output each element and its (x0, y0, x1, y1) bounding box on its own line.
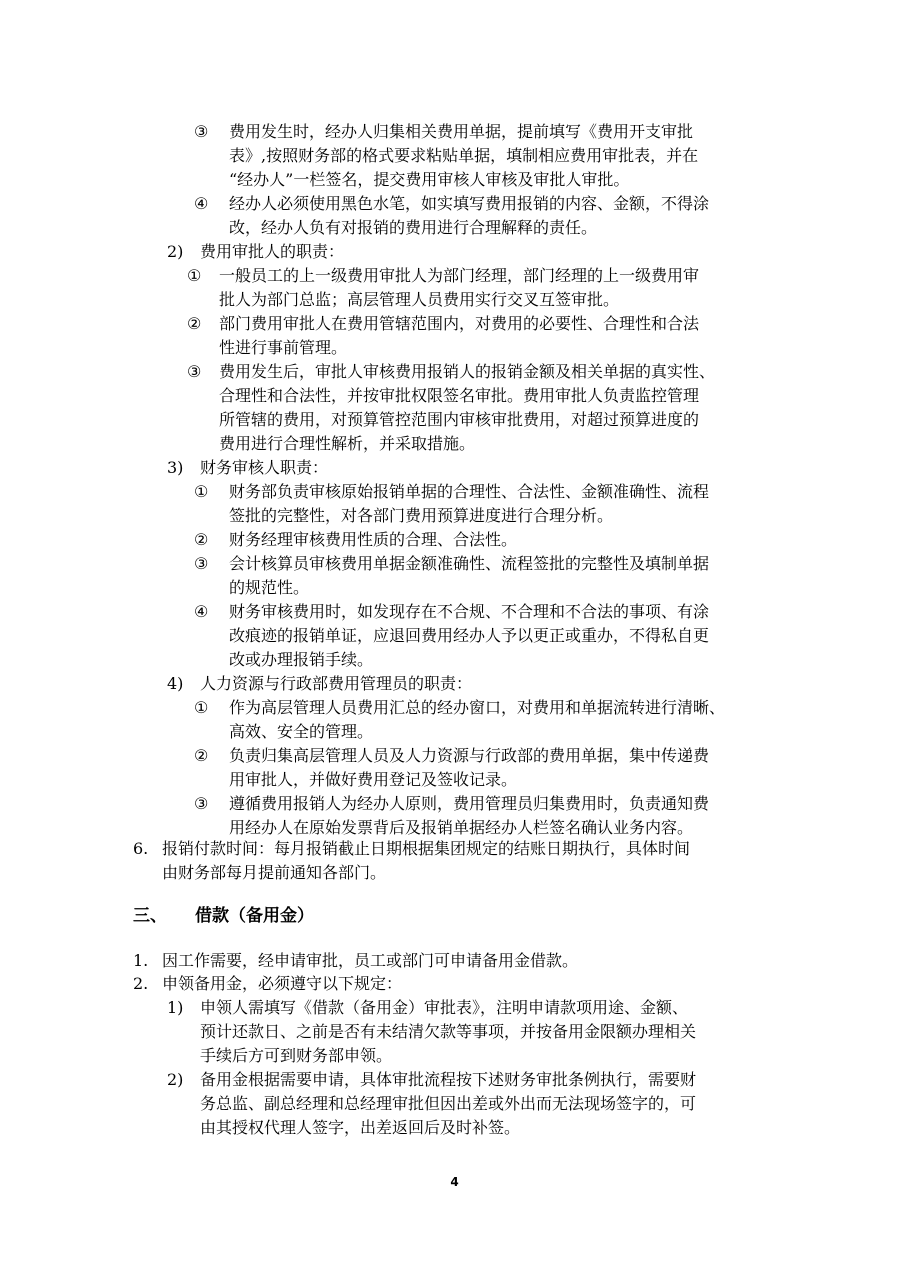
text-line: 负责归集高层管理人员及人力资源与行政部的费用单据，集中传递费 (229, 746, 710, 765)
section-number: 三、 (133, 906, 167, 926)
text-line: 签批的完整性，对各部门费用预算进度进行合理分析。 (229, 506, 614, 525)
text-line: 由其授权代理人签字，出差返回后及时补签。 (200, 1118, 521, 1137)
text-line: 改痕迹的报销单证，应退回费用经办人予以更正或重办，不得私自更 (229, 626, 710, 645)
section-title: 借款（备用金） (195, 906, 314, 926)
list-marker: ① (187, 266, 202, 285)
list-marker: ③ (194, 122, 209, 141)
list-marker: ④ (194, 194, 209, 213)
list-marker: ③ (187, 362, 202, 381)
role-title: 人力资源与行政部费用管理员的职责： (200, 674, 473, 693)
text-line: 所管辖的费用，对预算管控范围内审核审批费用，对超过预算进度的 (219, 410, 700, 429)
page-number: 4 (450, 1175, 459, 1189)
text-line: 合理性和合法性，并按审批权限签名审批。费用审批人负责监控管理 (219, 386, 700, 405)
text-line: 申领备用金，必须遵守以下规定： (162, 974, 403, 993)
list-marker: ③ (194, 794, 209, 813)
list-marker: ② (194, 746, 209, 765)
text-line: 申领人需填写《借款（备用金）审批表》，注明申请款项用途、金额、 (200, 998, 689, 1017)
list-marker: 2. (133, 974, 149, 993)
text-line: 财务经理审核费用性质的合理、合法性。 (229, 530, 518, 549)
text-line: 财务审核费用时，如发现存在不合规、不合理和不合法的事项、有涂 (229, 602, 710, 621)
text-line: 备用金根据需要申请，具体审批流程按下述财务审批条例执行，需要财 (200, 1070, 697, 1089)
text-line: 作为高层管理人员费用汇总的经办窗口，对费用和单据流转进行清晰、 (229, 698, 726, 717)
list-marker: 1. (133, 951, 149, 970)
text-line: 手续后方可到财务部申领。 (200, 1046, 393, 1065)
text-line: 费用发生后，审批人审核费用报销人的报销金额及相关单据的真实性、 (219, 362, 716, 381)
text-line: 遵循费用报销人为经办人原则，费用管理员归集费用时，负责通知费 (229, 794, 710, 813)
list-marker: ① (194, 482, 209, 501)
role-marker: 3) (167, 458, 184, 477)
text-line: 性进行事前管理。 (219, 338, 348, 357)
text-line: 由财务部每月提前通知各部门。 (162, 863, 387, 882)
list-marker: ④ (194, 602, 209, 621)
text-line: “经办人”一栏签名，提交费用审核人审核及审批人审批。 (229, 170, 630, 189)
list-marker: 2) (167, 1070, 184, 1089)
text-line: 经办人必须使用黑色水笔，如实填写费用报销的内容、金额，不得涂 (229, 194, 710, 213)
role-title: 费用审批人的职责： (200, 242, 345, 261)
text-line: 改或办理报销手续。 (229, 650, 374, 669)
text-line: 用审批人，并做好费用登记及签收记录。 (229, 770, 518, 789)
role-title: 财务审核人职责： (200, 458, 329, 477)
list-marker: ① (194, 698, 209, 717)
text-line: 费用发生时，经办人归集相关费用单据，提前填写《费用开支审批 (229, 122, 694, 141)
text-line: 一般员工的上一级费用审批人为部门经理，部门经理的上一级费用审 (219, 266, 700, 285)
text-line: 的规范性。 (229, 578, 310, 597)
text-line: 预计还款日、之前是否有未结清欠款等事项，并按备用金限额办理相关 (200, 1022, 697, 1041)
text-line: 财务部负责审核原始报销单据的合理性、合法性、金额准确性、流程 (229, 482, 710, 501)
text-line: 费用进行合理性解析，并采取措施。 (219, 434, 476, 453)
list-marker: 1) (167, 998, 184, 1017)
text-line: 报销付款时间：每月报销截止日期根据集团规定的结账日期执行，具体时间 (162, 839, 691, 858)
text-line: 批人为部门总监；高层管理人员费用实行交叉互签审批。 (219, 290, 620, 309)
list-marker: ② (187, 314, 202, 333)
list-marker: 6. (133, 839, 149, 858)
text-line: 因工作需要，经申请审批，员工或部门可申请备用金借款。 (162, 951, 579, 970)
text-line: 高效、安全的管理。 (229, 722, 374, 741)
list-marker: ② (194, 530, 209, 549)
role-marker: 4) (167, 674, 184, 693)
list-marker: ③ (194, 554, 209, 573)
text-line: 改，经办人负有对报销的费用进行合理解释的责任。 (229, 218, 598, 237)
role-marker: 2) (167, 242, 184, 261)
text-line: 务总监、副总经理和总经理审批但因出差或外出而无法现场签字的，可 (200, 1094, 697, 1113)
text-line: 会计核算员审核费用单据金额准确性、流程签批的完整性及填制单据 (229, 554, 710, 573)
text-line: 表》,按照财务部的格式要求粘贴单据，填制相应费用审批表，并在 (229, 146, 699, 165)
text-line: 用经办人在原始发票背后及报销单据经办人栏签名确认业务内容。 (229, 818, 694, 837)
text-line: 部门费用审批人在费用管辖范围内，对费用的必要性、合理性和合法 (219, 314, 700, 333)
